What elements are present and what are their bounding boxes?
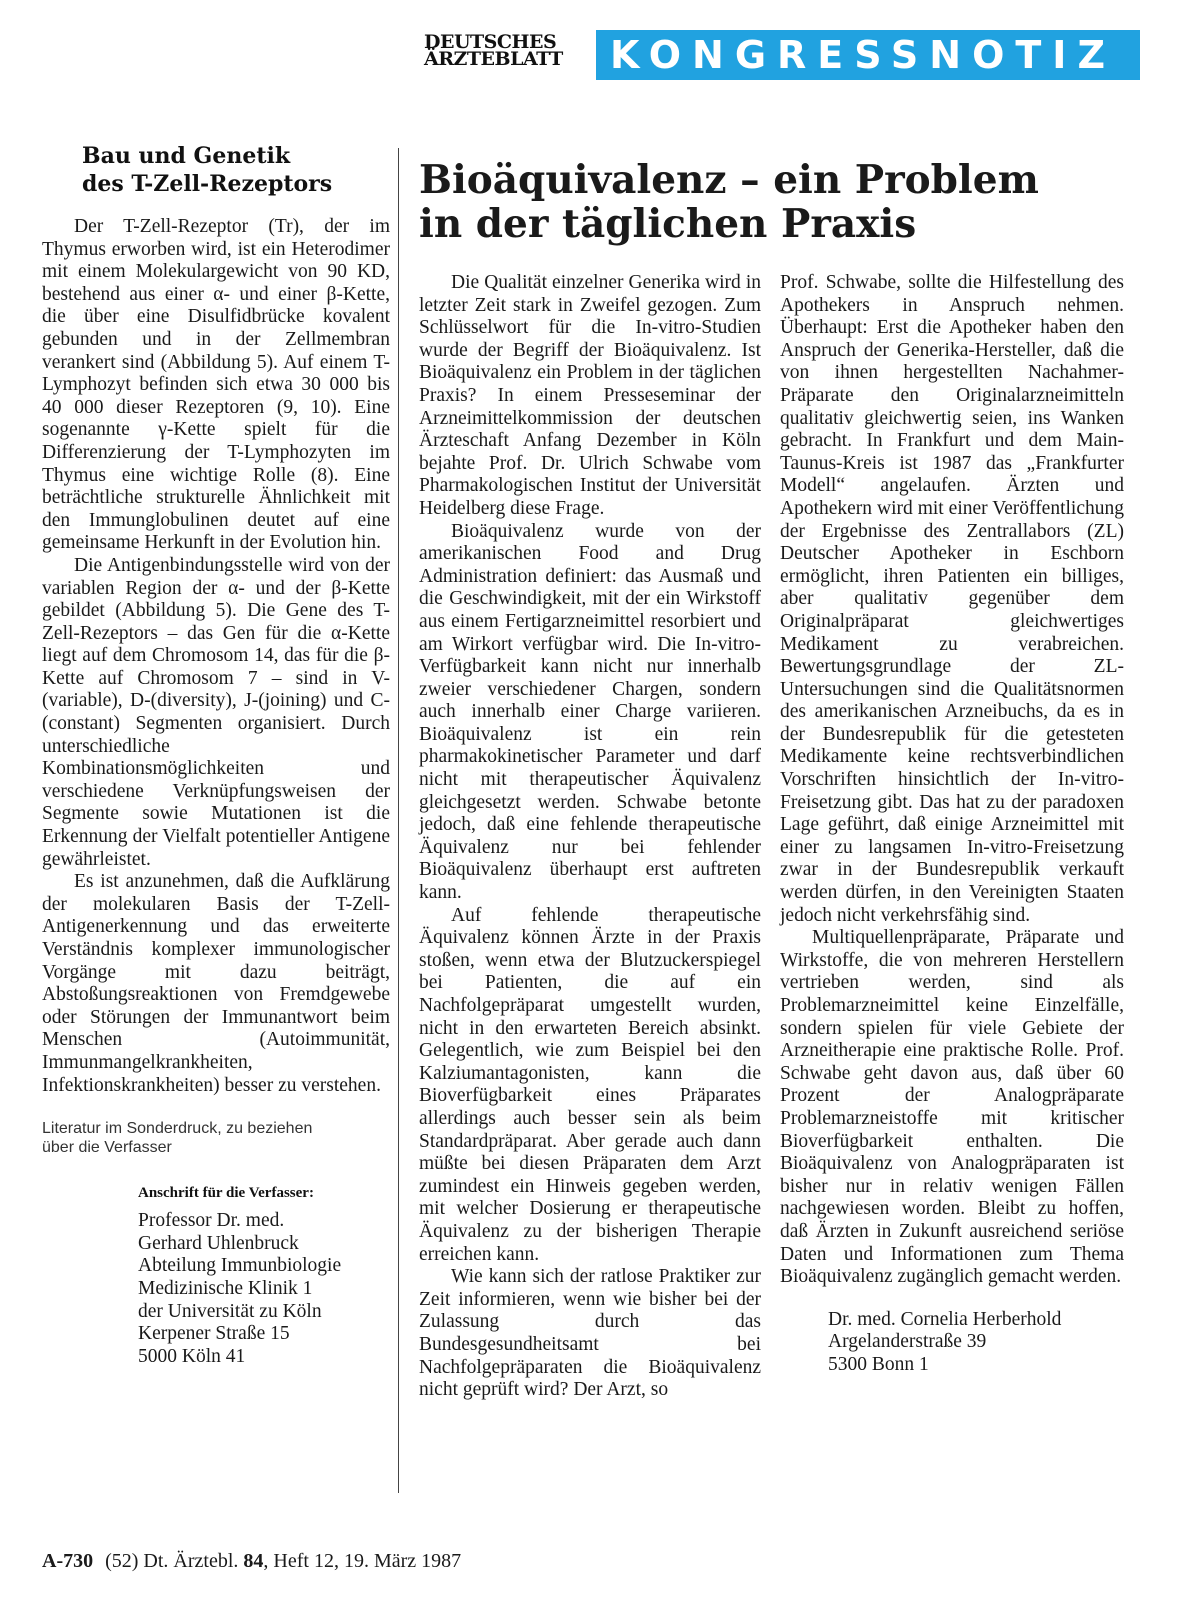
paragraph: Es ist anzunehmen, daß die Aufklärung der molekularen Basis der T-Zell-Antigenerkennung und das erweiterte Verständnis komplexer immunologischer Vorgänge mit dazu beiträgt, Abstoßungsreaktionen von Fremdgewebe oder Störungen der Immunantwort beim Menschen (Autoimmunität, Immunmangelkrankheiten, Infektionskrankheiten) besser zu verstehen.: [42, 871, 390, 1096]
paragraph: Auf fehlende therapeutische Äquivalenz können Ärzte in der Praxis stoßen, wenn etwa der Blutzuckerspiegel bei Patienten, die auf ein Nachfolgepräparat umgestellt wurden, nicht in den erwarteten Bereich absinkt. Gelegentlich, wie zum Beispiel bei den Kalziumantagonisten, kann die Bioverfügbarkeit eines Präparates allerdings auch besser sein als beim Standardpräparat. Aber gerade auch dann müßte bei diesen Präparaten dem Arzt zumindest ein Hinweis gegeben werden, mit welcher Dosierung er therapeutische Äquivalenz zu der bisherigen Therapie erreichen kann.: [419, 904, 761, 1265]
author-address: [138, 1210, 390, 1368]
address-line: der Universität zu Köln: [138, 1300, 322, 1322]
paragraph: Die Antigenbindungsstelle wird von der variablen Region der α- und der β-Kette gebildet (Abbildung 5). Die Gene des T-Zell-Rezeptors – das Gen für die α-Kette liegt auf dem Chromosom 14, das für die β-Kette auf Chromosom 7 – sind in V-(variable), D-(diversity), J-(joining) und C-(constant) Segmenten organisiert. Durch unterschiedliche Kombinationsmöglichkeiten und verschiedene Verknüpfungsweisen der Segmente sowie Mutationen ist die Erkennung der Vielfalt potentieller Antigene gewährleistet.: [42, 554, 390, 870]
literature-line-2: über die Verfasser: [42, 1139, 172, 1157]
volume-number: 84: [243, 1550, 264, 1572]
author-signature: [828, 1309, 1124, 1377]
column-divider: [398, 148, 399, 1493]
literature-line-1: Literatur im Sonderdruck, zu beziehen: [42, 1120, 313, 1138]
left-article-body: [42, 216, 390, 1097]
paragraph: Die Qualität einzelner Generika wird in letzter Zeit stark in Zweifel gezogen. Zum Schlüsselwort für die In-vitro-Studien wurde der Begriff der Bioäquivalenz. Ist Bioäquivalenz ein Problem in der täglichen Praxis? In einem Presseseminar der Arzneimittelkommission der deutschen Ärzteschaft Anfang Dezember in Köln bejahte Prof. Dr. Ulrich Schwabe vom Pharmakologischen Institut der Universität Heidelberg diese Frage.: [419, 272, 761, 519]
address-heading: Anschrift für die Verfasser:: [138, 1185, 314, 1202]
left-title-line-2: des T-Zell-Rezeptors: [82, 171, 333, 197]
left-article: [42, 142, 390, 1368]
page-number: A-730: [42, 1550, 94, 1572]
journal-masthead: [424, 31, 572, 70]
address-line: Gerhard Uhlenbruck: [138, 1232, 299, 1254]
signature-line: Dr. med. Cornelia Herberhold: [828, 1308, 1062, 1330]
address-line: Professor Dr. med.: [138, 1210, 285, 1232]
main-article-column-2: [780, 272, 1124, 1377]
paragraph: Der T-Zell-Rezeptor (Tr), der im Thymus erworben wird, ist ein Heterodimer mit einem Molekulargewicht von 90 KD, bestehend aus einer α- und einer β-Kette, die über eine Disulfidbrücke kovalent gebunden und in der Zellmembran verankert sind (Abbildung 5). Auf einem T-Lymphozyt befinden sich etwa 30 000 bis 40 000 dieser Rezeptoren (9, 10). Eine sogenannte γ-Kette spielt für die Differenzierung der T-Lymphozyten im Thymus eine wichtige Rolle (8). Eine beträchtliche strukturelle Ähnlichkeit mit den Immunglobulinen deutet auf eine gemeinsame Herkunft in der Evolution hin.: [42, 216, 390, 554]
address-line: Abteilung Immunbiologie: [138, 1255, 342, 1277]
left-article-title: [82, 142, 390, 198]
main-article-column-1: [419, 272, 761, 1402]
citation-suffix: , Heft 12, 19. März 1987: [263, 1550, 462, 1572]
signature-line: Argelanderstraße 39: [828, 1331, 987, 1353]
paragraph: Wie kann sich der ratlose Praktiker zur Zeit informieren, wenn wie bisher bei der Zulassung durch das Bundesgesundheitsamt bei Nachfolgepräparaten die Bioäquivalenz nicht geprüft wird? Der Arzt, so: [419, 1266, 761, 1401]
masthead-line-1: DEUTSCHES: [424, 31, 557, 53]
column-2-body: [780, 272, 1124, 1289]
signature-line: 5300 Bonn 1: [828, 1353, 929, 1375]
main-title-line-1: Bioäquivalenz – ein Problem: [419, 157, 1039, 204]
literature-note: [42, 1119, 390, 1157]
paragraph: Multiquellenpräparate, Präparate und Wirkstoffe, die von mehreren Herstellern vertrieben werden, sind als Problemarzneimittel keine Einzelfälle, sondern spielen für viele Gebiete der Arzneitherapie eine praktische Rolle. Prof. Schwabe geht davon aus, daß über 60 Prozent der Analogpräparate Problemarzneistoffe mit kritischer Bioverfügbarkeit enthalten. Die Bioäquivalenz von Analogpräparaten ist bisher nur in relativ wenigen Fällen nachgewiesen worden. Bleibt zu hoffen, daß Ärzten in Zukunft ausreichend seriöse Daten und Informationen zum Thema Bioäquivalenz zugänglich gemacht werden.: [780, 927, 1124, 1288]
address-line: 5000 Köln 41: [138, 1345, 246, 1367]
masthead-line-2: ÄRZTEBLATT: [424, 48, 563, 70]
left-title-line-1: Bau und Genetik: [82, 143, 291, 169]
main-article-title: [419, 158, 1119, 246]
paragraph: Bioäquivalenz wurde von der amerikanischen Food and Drug Administration definiert: das Ausmaß und die Geschwindigkeit, mit der ein Wirkstoff aus einem Fertigarzneimittel resorbiert und am Wirkort verfügbar wird. Die In-vitro-Verfügbarkeit kann nicht nur innerhalb zweier verschiedener Chargen, sondern auch innerhalb einer Charge variieren. Bioäquivalenz ist ein rein pharmakokinetischer Parameter und darf nicht mit therapeutischer Äquivalenz gleichgesetzt werden. Schwabe betonte jedoch, daß eine fehlende therapeutische Äquivalenz nur bei fehlender Bioäquivalenz überhaupt erst auftreten kann.: [419, 520, 761, 904]
address-line: Kerpener Straße 15: [138, 1323, 290, 1345]
main-title-line-2: in der täglichen Praxis: [419, 201, 917, 248]
page-footer: [42, 1549, 461, 1573]
citation-prefix: (52) Dt. Ärztebl.: [105, 1550, 239, 1572]
address-line: Medizinische Klinik 1: [138, 1277, 313, 1299]
paragraph: Prof. Schwabe, sollte die Hilfestellung des Apothekers in Anspruch nehmen. Überhaupt: Erst die Apotheker haben den Anspruch der Generika-Hersteller, daß die von ihnen hergestellten Nachahmer-Präparate den Originalarzneimitteln qualitativ gleichwertig seien, ins Wanken gebracht. In Frankfurt und dem Main-Taunus-Kreis ist 1987 das „Frankfurter Modell“ angelaufen. Ärzten und Apothekern wird mit einer Veröffentlichung der Ergebnisse des Zentrallabors (ZL) Deutscher Apotheker in Eschborn ermöglicht, ihren Patienten ein billiges, aber qualitativ gegenüber dem Originalpräparat gleichwertiges Medikament zu verabreichen. Bewertungsgrundlage der ZL-Untersuchungen sind die Qualitätsnormen des amerikanischen Arzneibuchs, da es in der Bundesrepublik für die getesteten Medikamente keine rechtsverbindlichen Vorschriften hinsichtlich der In-vitro-Freisetzung gibt. Das hat zu der paradoxen Lage geführt, daß einige Arzneimittel mit einer zu langsamen In-vitro-Freisetzung zwar in der Bundesrepublik verkauft werden dürfen, in den Vereinigten Staaten jedoch nicht verkehrsfähig sind.: [780, 272, 1124, 926]
rubric-banner: KONGRESSNOTIZ: [596, 30, 1140, 80]
